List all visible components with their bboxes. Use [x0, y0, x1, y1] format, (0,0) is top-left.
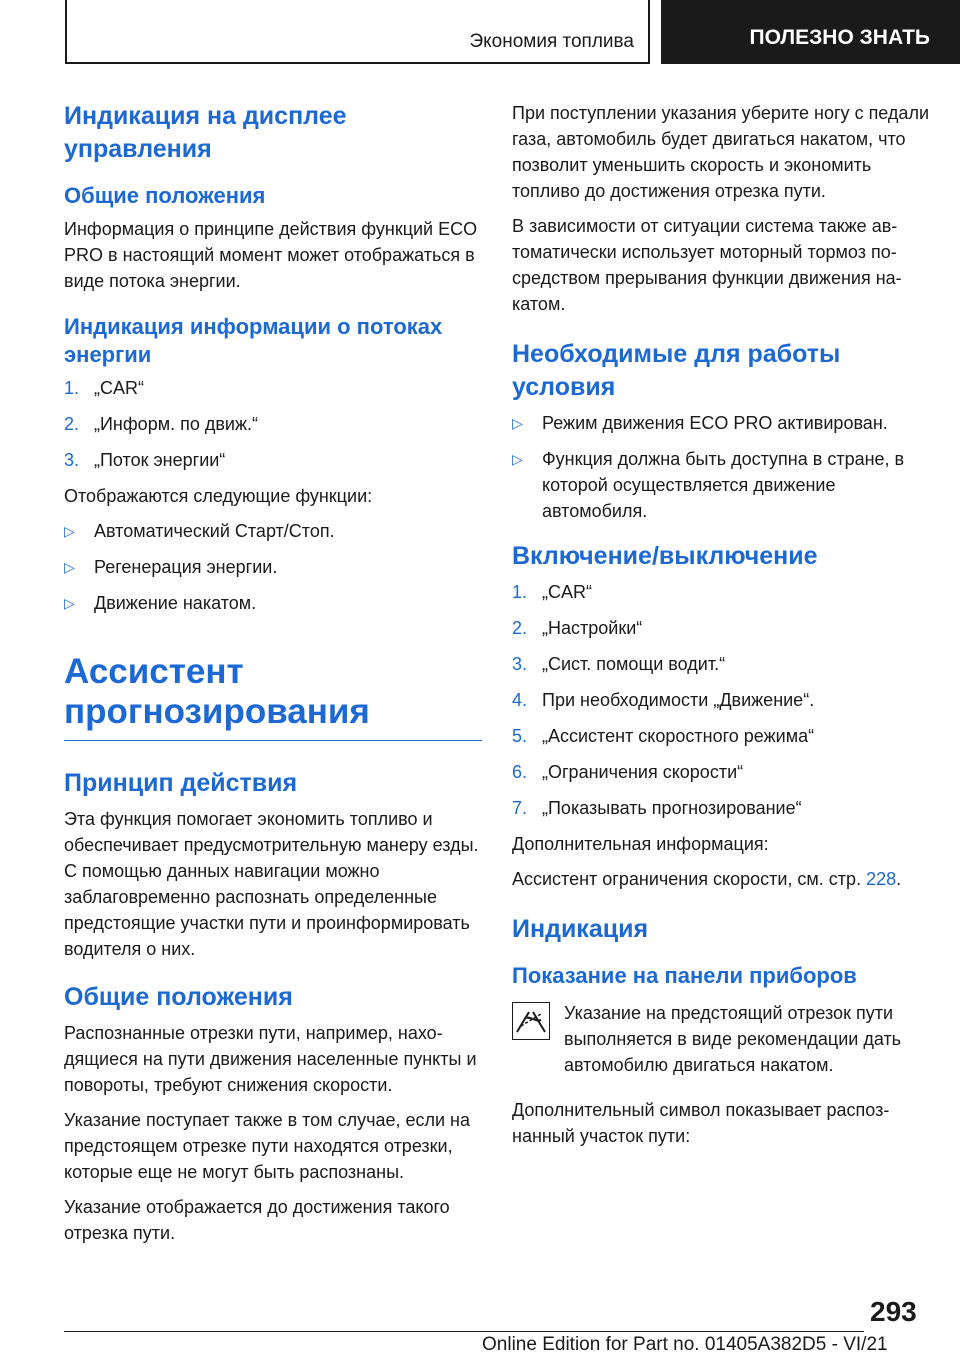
page-number: 293	[870, 1296, 917, 1327]
triangle-right-icon: ▷	[512, 451, 523, 467]
heading-indication: Индикация	[512, 915, 649, 943]
road-curve-icon	[512, 1002, 550, 1040]
list-item: 2. „Настройки“	[512, 618, 643, 638]
list-item: ▷ Функция должна быть доступна в стране, в которой осуществляется движение автомобиля.	[512, 446, 930, 524]
list-item: 1. „CAR“	[512, 582, 592, 602]
list-item: ▷ Регенерация энергии.	[64, 554, 482, 580]
list-item: 5. „Ассистент скоростного режима“	[512, 726, 815, 746]
page-link[interactable]: 228	[866, 869, 897, 889]
paragraph-general-2b: Указание поступает также в том случае, если на предстоящем отрезке пути находятся отрезки, которые еще не могут быть распознаны.	[64, 1110, 470, 1182]
paragraph-more-info: Дополнительная информация:	[512, 834, 769, 854]
right-column	[512, 100, 930, 1158]
header-section-title: Экономия топлива	[469, 31, 634, 52]
list-item: 2. „Информ. по движ.“	[64, 414, 258, 434]
heading-general: Общие положения	[64, 183, 266, 208]
paragraph-symbol: Дополнительный символ показывает распознанный участок пути:	[512, 1100, 890, 1146]
paragraph-general: Информация о принципе действия функций ECO PRO в настоящий момент может отображаться в виде потока энергии.	[64, 219, 478, 291]
list-item: ▷ Движение накатом.	[64, 590, 482, 616]
panel-note	[512, 1000, 930, 1087]
header-tab: ПОЛЕЗНО ЗНАТЬ	[661, 0, 960, 64]
list-item: 3. „Поток энергии“	[64, 450, 226, 470]
chapter-title: Ассистент прогнозирования	[64, 652, 370, 731]
paragraph-shown: Отображаются следующие функции:	[64, 486, 373, 506]
list-item: ▷ Режим движения ECO PRO активирован.	[512, 410, 930, 436]
triangle-right-icon: ▷	[64, 559, 75, 575]
list-item: ▷ Автоматический Старт/Стоп.	[64, 518, 482, 544]
heading-on-off: Включение/выключение	[512, 542, 818, 570]
paragraph-principle: Эта функция помогает экономить топливо и обеспечивает предусмотрительную манеру езды. С помощью данных навигации можно заблаговременно распознать определенные предстоящие участки пути и проинформировать водителя о них.	[64, 809, 479, 959]
steps-list	[64, 375, 482, 473]
heading-principle: Принцип действия	[64, 769, 298, 797]
requirements-list	[512, 410, 930, 524]
triangle-right-icon: ▷	[512, 415, 523, 431]
paragraph-general-2a: Распознанные отрезки пути, например, находящиеся на пути движения населенные пункты и повороты, требуют снижения скорости.	[64, 1023, 477, 1095]
heading-general-2: Общие положения	[64, 983, 293, 1011]
list-item: 4. При необходимости „Движение“.	[512, 690, 815, 710]
triangle-right-icon: ▷	[64, 595, 75, 611]
list-item: 1. „CAR“	[64, 378, 144, 398]
paragraph-intro-2: В зависимости от ситуации система также автоматически использует моторный тормоз посредством прерывания функции движения накатом.	[512, 216, 902, 314]
triangle-right-icon: ▷	[64, 523, 75, 539]
on-off-steps	[512, 579, 930, 821]
paragraph-reference: Ассистент ограничения скорости, см. стр. 228.	[512, 869, 902, 889]
list-item: 6. „Ограничения скорости“	[512, 762, 744, 782]
heading-display: Индикация на дисплее управления	[64, 102, 347, 163]
footer-edition: Online Edition for Part no. 01405A382D5 - VI/21	[482, 1334, 888, 1355]
footer-rule	[64, 1331, 864, 1332]
paragraph-panel: Указание на предстоящий отрезок пути выполняется в виде рекомендации дать автомобилю двигаться накатом.	[564, 1003, 902, 1075]
heading-requirements: Необходимые для работы условия	[512, 340, 841, 401]
left-column	[64, 100, 482, 1255]
functions-list	[64, 518, 482, 616]
heading-energy-flow: Индикация информации о потоках энергии	[64, 314, 443, 367]
paragraph-intro-1: При поступлении указания уберите ногу с педали газа, автомобиль будет двигаться накатом, что позволит уменьшить скорость и экономить топливо до достижения отрезка пути.	[512, 103, 929, 201]
chapter-rule	[64, 740, 482, 741]
paragraph-general-2c: Указание отображается до достижения такого отрезка пути.	[64, 1197, 450, 1243]
header-box	[65, 0, 650, 64]
list-item: 7. „Показывать прогнозирование“	[512, 798, 802, 818]
list-item: 3. „Сист. помощи водит.“	[512, 654, 726, 674]
heading-instrument-panel: Показание на панели приборов	[512, 963, 857, 988]
